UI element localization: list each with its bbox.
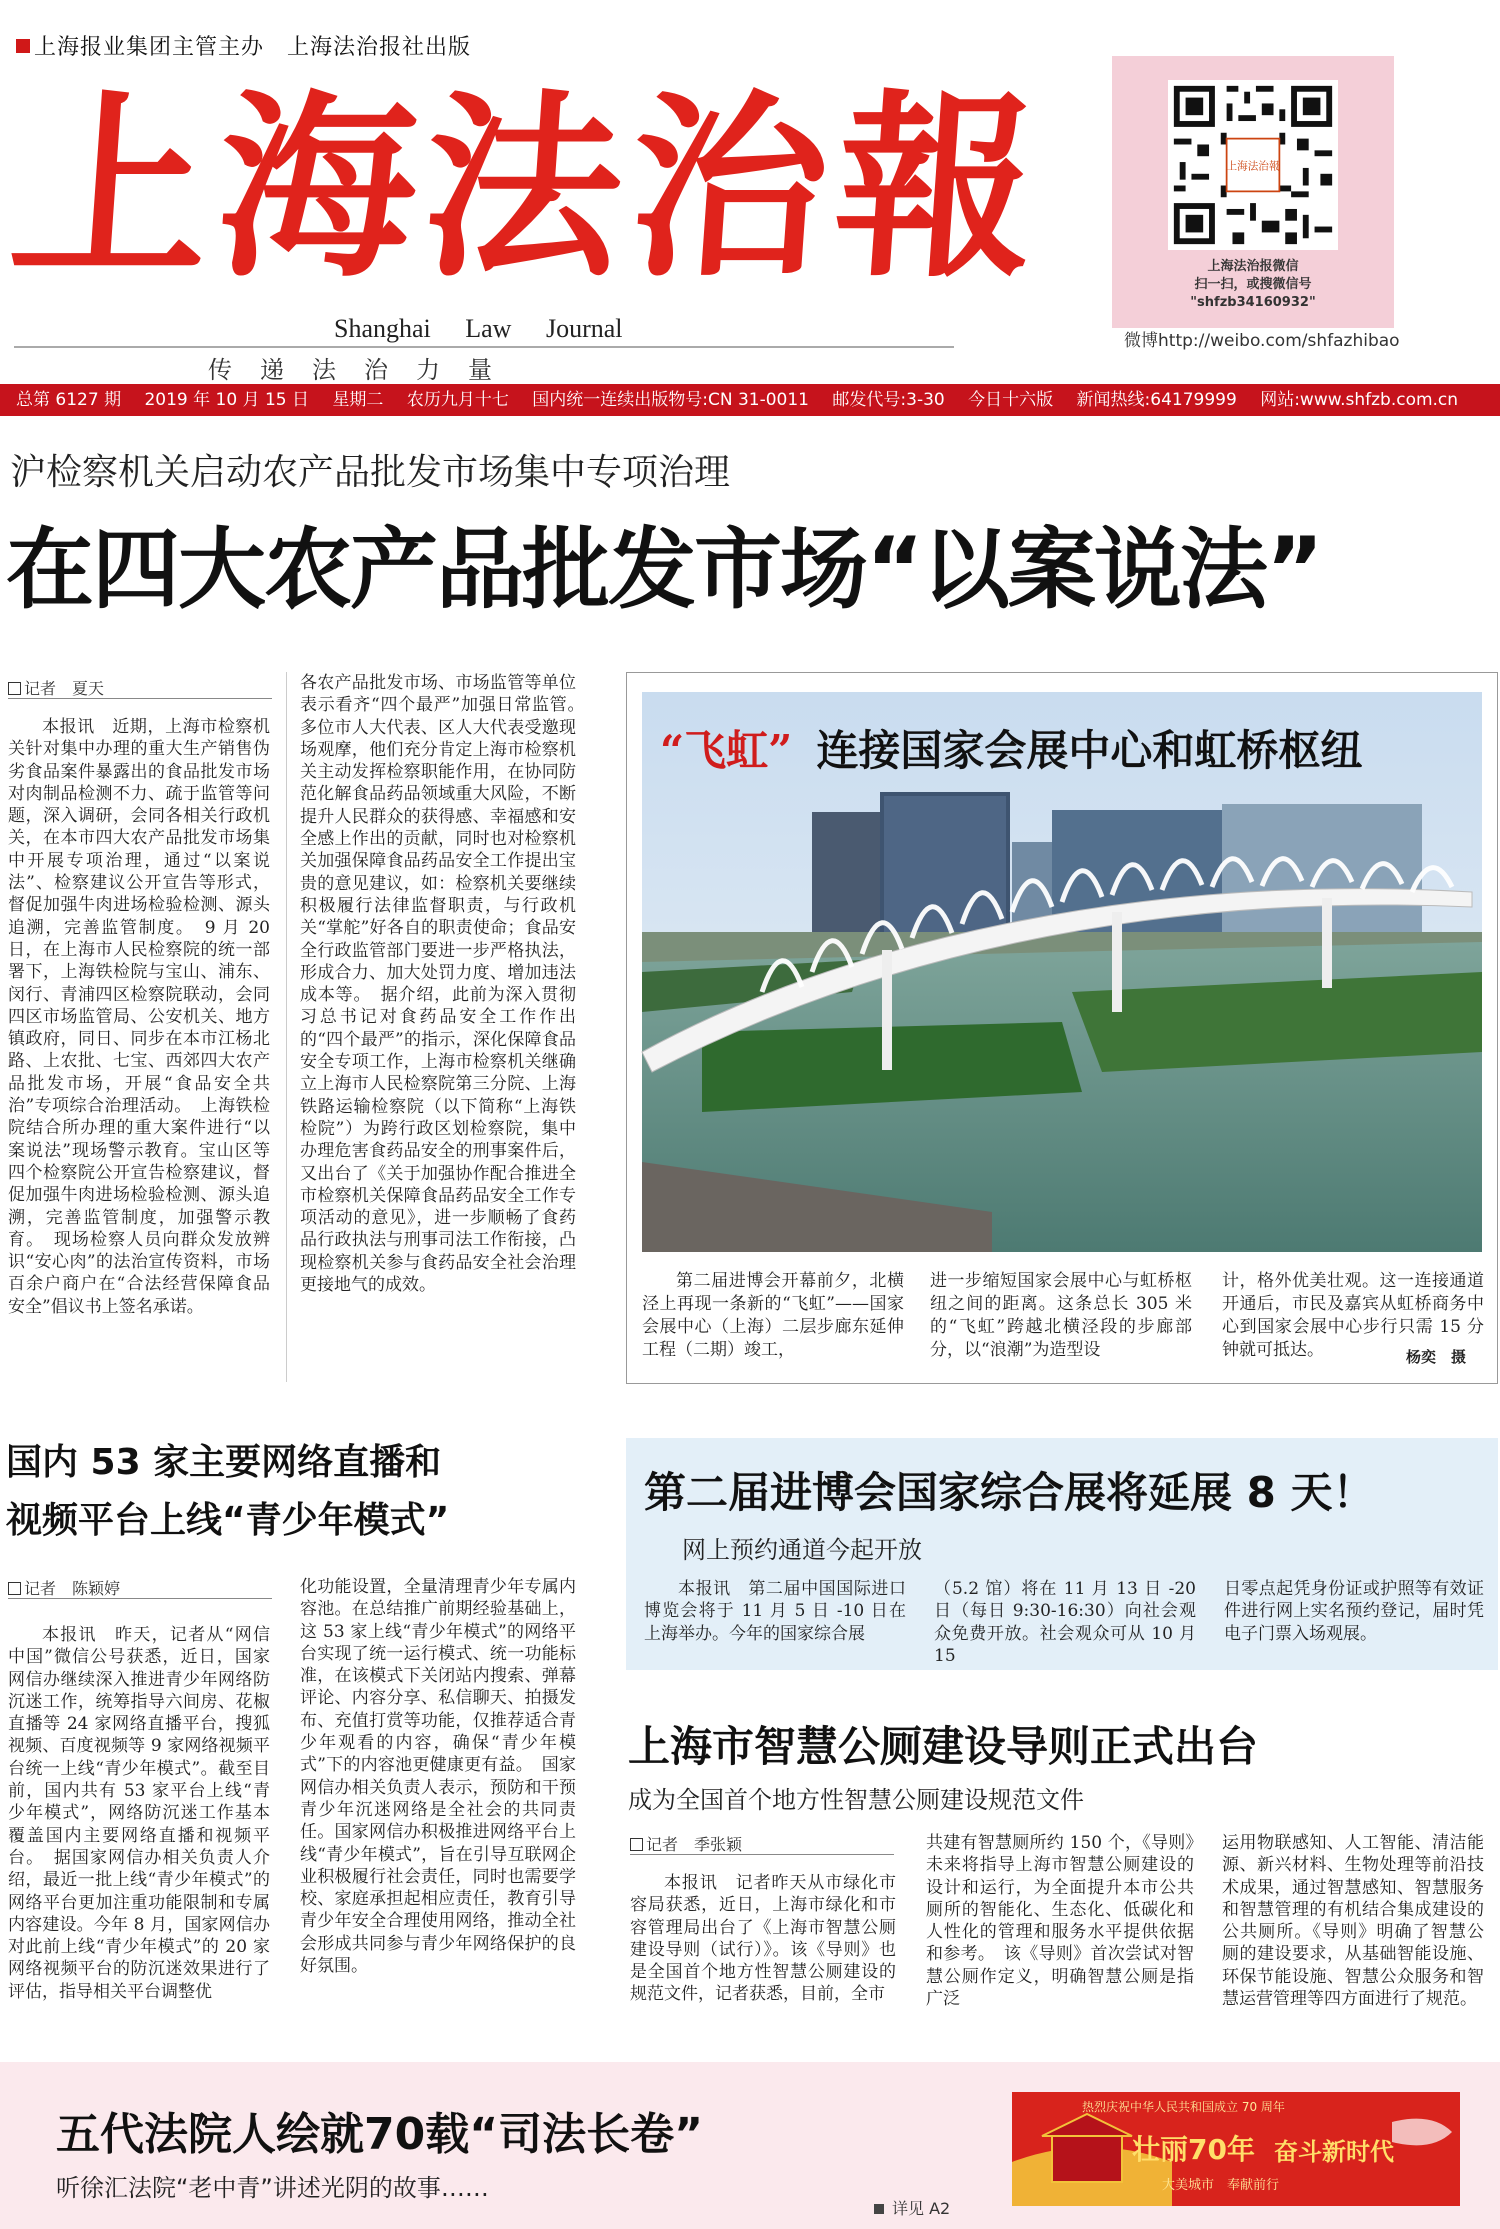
see-page-link[interactable] [874,2196,950,2219]
story3-column-2: （5.2 馆）将在 11 月 13 日 -20 日（每日 9:30-16:30）向社会观众免费开放。社会观众可从 10 月 15 [934,1579,1196,1666]
photo-title-main: 连接国家会展中心和虹桥枢纽 [816,726,1363,775]
banner-top-text: 热烈庆祝中华人民共和国成立 70 周年 [1082,2100,1285,2114]
lead-column-1: 本报讯 近期，上海市检察机关针对集中办理的重大生产销售伪劣食品案件暴露出的食品批发市场对肉制品检测不力、疏于监管等问题，深入调研，会同各相关行政机关，在本市四大农产品批发市场集中开展专项治理，通过“以案说法”、检察建议公开宣告等形式，督促加强牛肉进场检验检测、源头追溯，完善监管制度。 9 月 20 日，在上海市人民检察院的统一部署下，上海铁检院与宝山、浦东、闵行、青浦四区检察院联动，会同四区市场监管局、公安机关、地方镇政府，同日、同步在本市江杨北路、上农批、七宝、西郊四大农产品批发市场，开展“食品安全共治”专项综合治理活动。 上海铁检院结合所办理的重大案件进行“以案说法”现场警示教育。宝山区等四个检察院公开宣告检察建议，督促加强牛肉进场检验检测、源头追溯，完善监管制度，加强警示教育。 现场检察人员向群众发放辨识“安心肉”的法治宣传资料，市场百余户商户在“合法经营保障食品安全”倡议书上签名承诺。 [8,717,270,1317]
weekday: 星期二 [332,390,384,410]
website[interactable]: 网站:www.shfzb.com.cn [1260,390,1459,410]
publication-number: 国内统一连续出版物号:CN 31-0011 [532,390,809,410]
photo-caption-2: 进一步缩短国家会展中心与虹桥枢纽之间的距离。这条总长 305 米的“飞虹”跨越北横泾段的步廊部分，以“浪潮”为造型设 [930,1271,1192,1360]
lunar-date: 农历九月十七 [406,390,509,410]
story4-subtitle: 成为全国首个地方性智慧公厕建设规范文件 [628,1786,1084,1814]
story2-column-2: 化功能设置，全量清理青少年专属内容池。在总结推广前期经验基础上，这 53 家上线“青少年模式”的网络平台实现了统一运行模式、统一功能标准，在该模式下关闭站内搜索、弹幕评论、内容分享、私信聊天、拍摄发布、充值打赏等功能，仅推荐适合青少年观看的内容，确保“青少年模式”下的内容池更健康更有益。 国家网信办相关负责人表示，预防和干预青少年沉迷网络是全社会的共同责任。国家网信办积极推进网络平台上线“青少年模式”，旨在引导互联网企业积极履行社会责任，同时也需要学校、家庭承担起相应责任，教育引导青少年安全合理使用网络，推动全社会形成共同参与青少年网络保护的良好氛围。 [300,1577,576,1977]
issue-date: 2019 年 10 月 15 日 [144,390,310,410]
issue-info-bar [0,384,1500,416]
qr-caption-line: 上海法治报微信 [1207,259,1299,274]
qr-caption [1112,258,1394,312]
story4-byline [630,1832,742,1855]
slogan-rule [14,346,954,348]
qr-code-icon[interactable] [1168,80,1338,250]
see-page-text: 详见 A2 [892,2199,951,2218]
photo-caption-1: 第二届进博会开幕前夕，北横泾上再现一条新的“飞虹”——国家会展中心（上海）二层步廊东延伸工程（二期）竣工， [642,1271,904,1360]
publisher-line [16,30,471,61]
byline-rule [8,1598,272,1599]
byline-text: 记者 陈颖婷 [24,1579,121,1598]
slogan: 传 递 法 治 力 量 [200,350,502,385]
weibo-link[interactable]: 微博http://weibo.com/shfazhibao [1124,331,1400,351]
byline-box-icon [8,1582,21,1595]
story2-headline[interactable] [6,1434,566,1550]
issue-number: 总第 6127 期 [16,390,122,410]
story4-column-2: 共建有智慧厕所约 150 个，《导则》未来将指导上海市智慧公厕建设的设计和运行，为全面提升本市公共厕所的智能化、生态化、低碳化和人性化的管理和服务水平提供依据和参考。 该《导则》首次尝试对智慧公厕作定义，明确智慧公厕是指广泛 [926,1833,1194,2010]
lead-headline[interactable]: 在四大农产品批发市场“以案说法” [6,518,1322,621]
byline-box-icon [8,682,21,695]
lead-kicker: 沪检察机关启动农产品批发市场集中专项治理 [10,452,731,493]
story2-headline-line-1: 国内 53 家主要网络直播和 [6,1442,442,1483]
photo-title-red: “飞虹” [660,726,793,775]
byline-rule [8,698,272,699]
banner-main-text-2: 奋斗新时代 [1274,2138,1394,2166]
story4-column-1: 本报讯 记者昨天从市绿化市容局获悉，近日，上海市绿化和市容管理局出台了《上海市智慧公厕建设导则（试行）》。该《导则》也是全国首个地方性智慧公厕建设的规范文件，记者获悉，目前，全市 [630,1873,896,2005]
banner-main-text: 壮丽70年 [1132,2133,1255,2166]
story2-byline [8,1576,120,1599]
postal-code: 邮发代号:3-30 [832,390,945,410]
qr-caption-line: "shfzb34160932" [1190,295,1316,310]
story2-headline-line-2: 视频平台上线“青少年模式” [6,1500,450,1541]
page-count: 今日十六版 [968,390,1054,410]
story3-column-3: 日零点起凭身份证或护照等有效证件进行网上实名预约登记，届时凭电子门票入场观展。 [1224,1579,1484,1644]
story3-column-1: 本报讯 第二届中国国际进口博览会将于 11 月 5 日 -10 日在上海举办。今年的国家综合展 [644,1579,906,1644]
anniversary-banner [1012,2092,1460,2206]
banner-sub-text: 大美城市 奉献前行 [1162,2178,1280,2193]
teaser-title[interactable]: 五代法院人绘就70载“司法长卷” [56,2109,704,2160]
photo-title [660,718,1362,778]
story3-subtitle: 网上预约通道今起开放 [682,1536,922,1564]
square-bullet-icon [874,2204,884,2214]
masthead-english: Shanghai Law Journal [334,314,623,343]
byline-text: 记者 季张颖 [646,1835,743,1854]
story4-headline[interactable]: 上海市智慧公厕建设导则正式出台 [628,1722,1259,1771]
column-divider [286,672,287,1382]
lead-byline [8,676,104,699]
publisher-text: 上海报业集团主管主办 上海法治报社出版 [34,35,472,60]
byline-rule [630,1854,894,1855]
red-square-icon [16,39,30,53]
photo-caption-3: 计，格外优美壮观。这一连接通道开通后，市民及嘉宾从虹桥商务中心到国家会展中心步行只需 15 分钟就可抵达。 [1222,1271,1484,1360]
masthead-logo: 上海法治報 [3,71,1051,304]
lead-column-2: 各农产品批发市场、市场监管等单位表示看齐“四个最严”加强日常监管。 多位市人大代表、区人大代表受邀现场观摩，他们充分肯定上海市检察机关主动发挥检察职能作用，在协同防范化解食品药品领域重大风险，不断提升人民群众的获得感、幸福感和安全感上作出的贡献，同时也对检察机关加强保障食品药品安全工作提出宝贵的意见建议，如：检察机关要继续积极履行法律监督职责，与行政机关“掌舵”好各自的职责使命；食品安全行政监管部门要进一步严格执法，形成合力、加大处罚力度、增加违法成本等。 据介绍，此前为深入贯彻习总书记对食药品安全工作作出的“四个最严”的指示，深化保障食品安全专项工作，上海市检察机关继确立上海市人民检察院第三分院、上海铁路运输检察院（以下简称“上海铁检院”）为跨行政区划检察院，集中办理危害食药品安全的刑事案件后，又出台了《关于加强协作配合推进全市检察机关保障食品药品安全工作专项活动的意见》，进一步顺畅了食药品行政执法与刑事司法工作衔接，凸现检察机关参与食药品安全社会治理更接地气的成效。 [300,673,593,1296]
story4-column-3: 运用物联感知、人工智能、清洁能源、新兴材料、生物处理等前沿技术成果，通过智慧感知、智慧服务和智慧管理的有机结合集成建设的公共厕所。《导则》明确了智慧公厕的建设要求，从基础智能设施、环保节能设施、智慧公众服务和智慧运营管理等四方面进行了规范。 [1222,1833,1484,2010]
qr-logo-text: 上海法治報 [1226,160,1280,173]
photo-credit: 杨奕 摄 [1406,1348,1467,1366]
qr-caption-line: 扫一扫，或搜微信号 [1194,277,1312,292]
story3-headline[interactable]: 第二届进博会国家综合展将延展 8 天！ [644,1468,1375,1517]
byline-box-icon [630,1838,643,1851]
byline-text: 记者 夏天 [24,679,105,698]
news-hotline: 新闻热线:64179999 [1076,390,1237,410]
teaser-subtitle: 听徐汇法院“老中青”讲述光阴的故事…… [56,2174,489,2202]
story2-column-1: 本报讯 昨天，记者从“网信中国”微信公号获悉，近日，国家网信办继续深入推进青少年网络防沉迷工作，统筹指导六间房、花椒直播等 24 家网络直播平台，搜狐视频、百度视频等 9 家网络视频平台统一上线“青少年模式”。截至目前，国内共有 53 家平台上线“青少年模式”，网络防沉迷工作基本覆盖国内主要网络直播和视频平台。 据国家网信办相关负责人介绍，最近一批上线“青少年模式”的网络平台更加注重功能限制和专属内容建设。今年 8 月，国家网信办对此前上线“青少年模式”的 20 家网络视频平台的防沉迷效果进行了评估，指导相关平台调整优 [8,1625,270,2002]
